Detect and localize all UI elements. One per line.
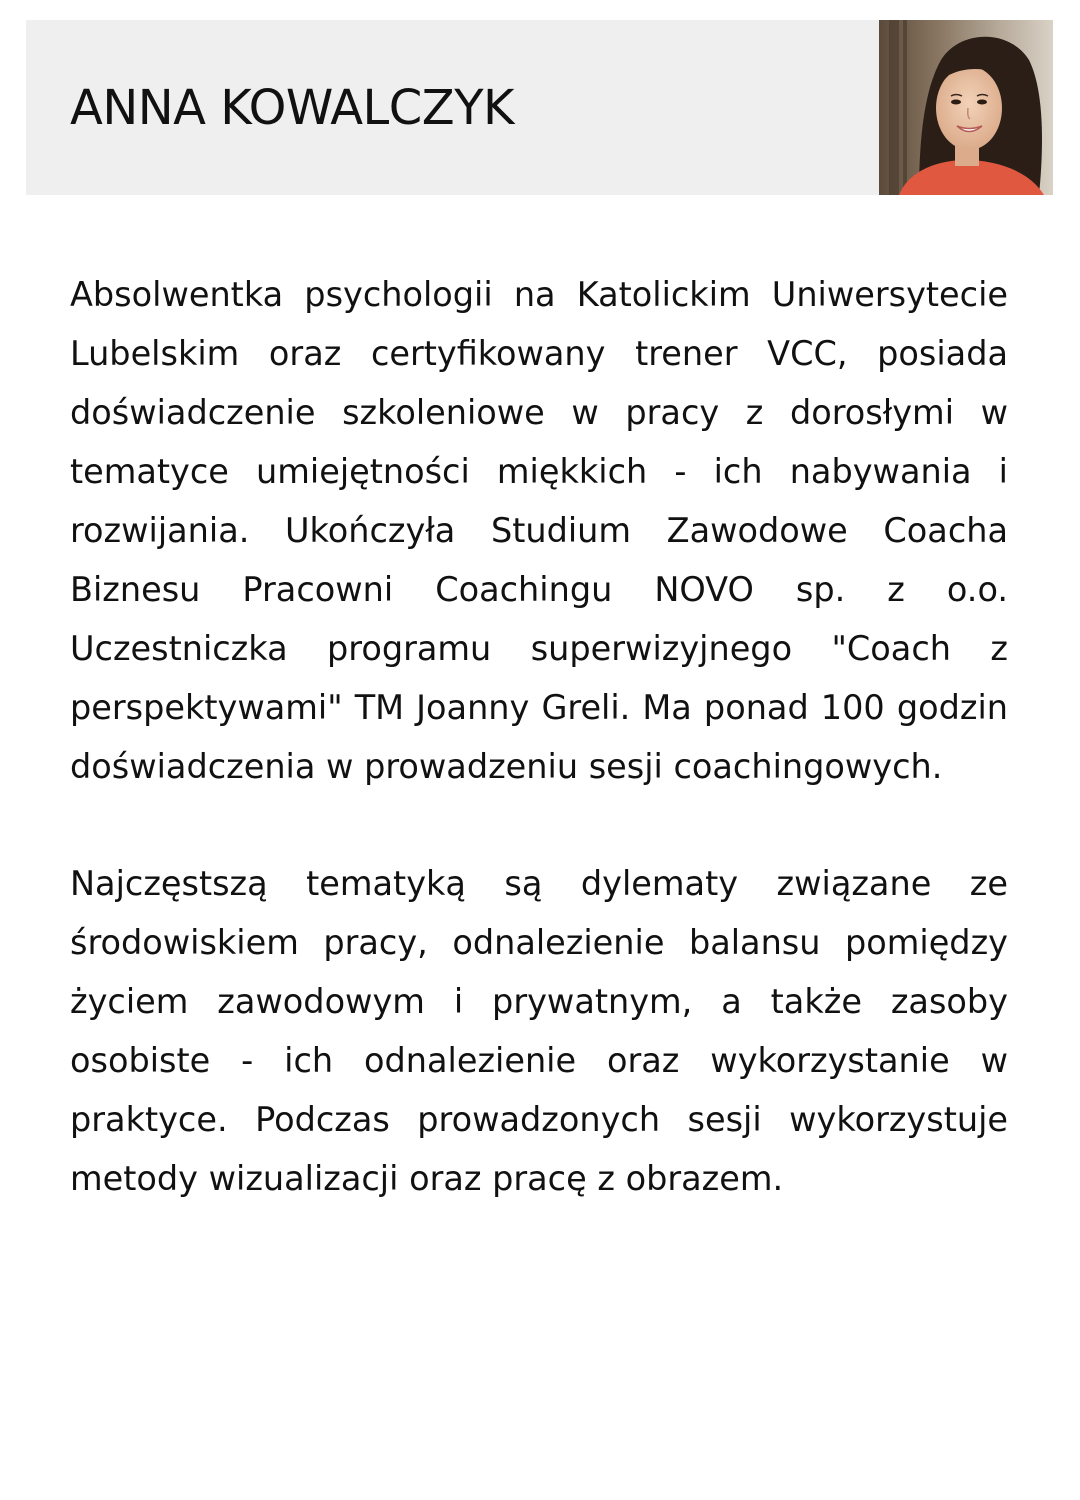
profile-photo	[879, 20, 1053, 195]
bio-paragraph: Najczęstszą tematyką są dylematy związane ze środowiskiem pracy, odnalezienie balansu pomiędzy życiem zawodowym i prywatnym, a także zasoby osobiste - ich odnalezienie oraz wykorzystanie w praktyce. Podczas prowadzonych sesji wykorzystuje metody wizualizacji oraz pracę z obrazem.	[70, 864, 1008, 1198]
bio-paragraph: Absolwentka psychologii na Katolickim Uniwersytecie Lubelskim oraz certyfikowany trener VCC, posiada doświadczenie szkoleniowe w pracy z dorosłymi w tematyce umiejętności miękkich - ich nabywania i rozwijania. Ukończyła Studium Zawodowe Coacha Biznesu Pracowni Coachingu NOVO sp. z o.o. Uczestniczka programu superwizyjnego "Coach z perspektywami" TM Joanny Greli. Ma ponad 100 godzin doświadczenia w prowadzeniu sesji coachingowych.	[70, 275, 1008, 786]
person-name: ANNA KOWALCZYK	[70, 80, 514, 136]
portrait-photo-icon	[879, 20, 1053, 195]
header-banner	[26, 20, 879, 195]
bio-section	[70, 265, 1008, 1208]
